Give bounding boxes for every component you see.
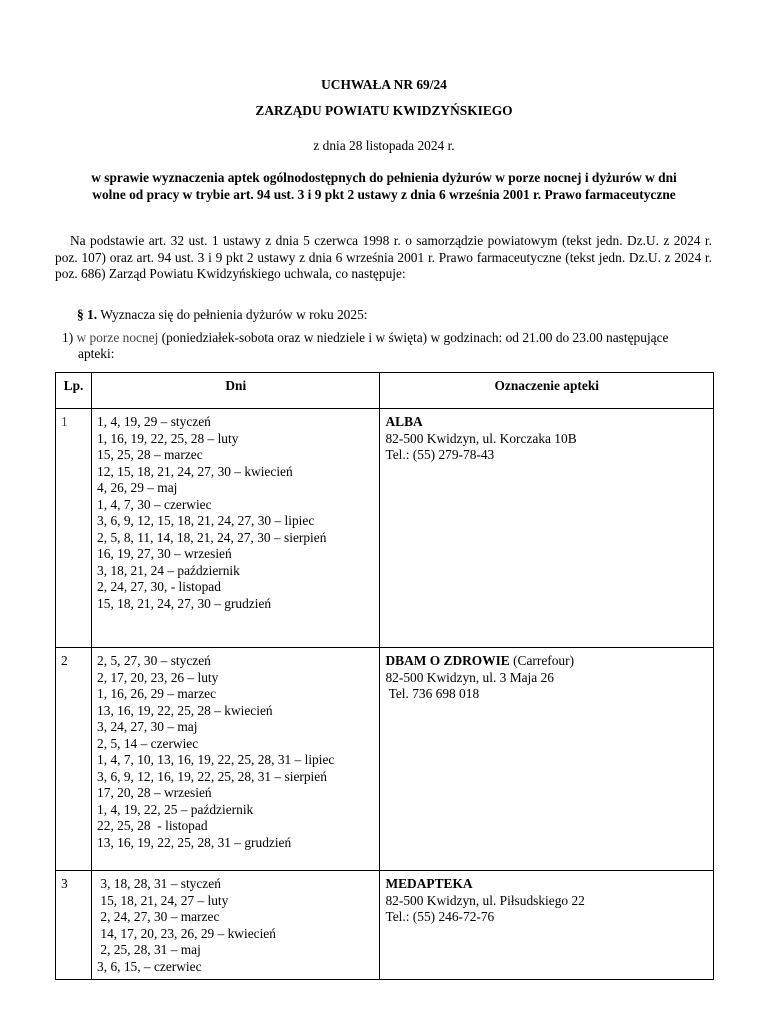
table-row (56, 871, 714, 980)
duty-days-line: 2, 25, 28, 31 – maj (97, 942, 201, 957)
subject-line-1: w sprawie wyznaczenia aptek ogólnodostępnych do pełnienia dyżurów w porze nocnej i dyżurów w dni (91, 170, 677, 185)
duty-days-line: 1, 4, 19, 22, 25 – październik (97, 801, 254, 817)
pharmacy-name-extra: (Carrefour) (509, 653, 575, 668)
pharmacy-phone: Tel. 736 698 018 (385, 686, 480, 701)
item-1 (62, 330, 712, 347)
row-number: 1 (56, 409, 92, 648)
table-row (56, 648, 714, 871)
duty-days (92, 409, 380, 648)
pharmacy-name: ALBA (385, 414, 423, 429)
duty-days-line: 15, 25, 28 – marzec (97, 447, 203, 462)
issuing-body: ZARZĄDU POWIATU KWIDZYŃSKIEGO (255, 103, 513, 118)
duty-days-line: 16, 19, 27, 30 – wrzesień (97, 546, 232, 561)
section-1-mark: § 1. (77, 307, 98, 322)
duty-days-line: 15, 18, 21, 24, 27, 30 – grudzień (97, 595, 272, 611)
duty-days-line: 2, 24, 27, 30, - listopad (97, 579, 221, 594)
duty-days-line: 15, 18, 21, 24, 27 – luty (97, 892, 229, 908)
duty-days-line: 1, 16, 26, 29 – marzec (97, 686, 217, 701)
pharmacy-name-line (385, 876, 708, 893)
duty-days-line: 2, 5, 8, 11, 14, 18, 21, 24, 27, 30 – sierpień (97, 529, 327, 545)
table-header-row (56, 373, 714, 409)
pharmacy-info (380, 409, 714, 648)
duty-days-line: 3, 6, 9, 12, 15, 18, 21, 24, 27, 30 – lipiec (97, 513, 315, 528)
section-1-text: Wyznacza się do pełnienia dyżurów w roku 2025: (100, 307, 368, 322)
resolution-subject (60, 170, 708, 203)
pharmacy-name: MEDAPTEKA (385, 876, 473, 891)
pharmacy-name: DBAM O ZDROWIE (385, 653, 510, 668)
duty-days-line: 3, 18, 21, 24 – październik (97, 562, 240, 578)
subject-line-2: wolne od pracy w trybie art. 94 ust. 3 i 9 pkt 2 ustawy z dnia 6 września 2001 r. Prawo farmaceutyczne (92, 186, 676, 202)
pharmacy-name-line (385, 653, 708, 670)
pharmacy-name-line (385, 414, 708, 431)
header-lp: Lp. (56, 373, 92, 409)
duty-days-line: 22, 25, 28 - listopad (97, 818, 208, 833)
duty-days-line: 3, 24, 27, 30 – maj (97, 719, 198, 734)
pharmacy-info (380, 871, 714, 980)
duty-days-line: 1, 4, 7, 10, 13, 16, 19, 22, 25, 28, 31 – lipiec (97, 752, 335, 767)
item-1-number: 1) (62, 330, 74, 345)
duty-days-line: 14, 17, 20, 23, 26, 29 – kwiecień (97, 925, 276, 941)
duty-days (92, 871, 380, 980)
row-number: 2 (56, 648, 92, 871)
duty-days-line: 3, 6, 15, – czerwiec (97, 958, 202, 974)
duty-days-line: 12, 15, 18, 21, 24, 27, 30 – kwiecień (97, 463, 293, 479)
pharmacy-address: 82-500 Kwidzyn, ul. Piłsudskiego 22 (385, 892, 585, 908)
duty-days-line: 1, 16, 19, 22, 25, 28 – luty (97, 430, 239, 446)
duty-days-line: 3, 6, 9, 12, 16, 19, 22, 25, 28, 31 – sierpień (97, 768, 327, 784)
duty-days-line: 2, 24, 27, 30 – marzec (97, 909, 220, 924)
duty-days-line: 2, 17, 20, 23, 26 – luty (97, 669, 219, 685)
duty-days-line: 2, 5, 14 – czerwiec (97, 735, 199, 751)
item-1-continuation: apteki: (78, 346, 115, 361)
duty-days-line: 2, 5, 27, 30 – styczeń (97, 653, 211, 668)
legal-basis-paragraph: Na podstawie art. 32 ust. 1 ustawy z dnia 5 czerwca 1998 r. o samorządzie powiatowym (tekst jedn. Dz.U. z 2024 r. poz. 107) oraz art. 94 ust. 3 i 9 pkt 2 ustawy z dnia 6 września 2001 r. Prawo farmaceutyczne (tekst jedn. Dz.U. z 2024 r. poz. 686) Zarząd Powiatu Kwidzyńskiego uchwala, co następuje: (55, 233, 712, 281)
pharmacy-address: 82-500 Kwidzyn, ul. 3 Maja 26 (385, 669, 554, 685)
duty-days-line: 13, 16, 19, 22, 25, 28, 31 – grudzień (97, 834, 292, 850)
resolution-date: z dnia 28 listopada 2024 r. (313, 138, 455, 153)
table-row (56, 409, 714, 648)
duty-days-line: 13, 16, 19, 22, 25, 28 – kwiecień (97, 702, 273, 718)
duty-days-line: 1, 4, 7, 30 – czerwiec (97, 496, 212, 512)
row-number: 3 (56, 871, 92, 980)
pharmacy-phone: Tel.: (55) 246-72-76 (385, 909, 495, 924)
header-days: Dni (92, 373, 380, 409)
pharmacy-phone: Tel.: (55) 279-78-43 (385, 447, 495, 462)
duty-days-line: 3, 18, 28, 31 – styczeń (97, 876, 221, 891)
section-1 (77, 307, 368, 324)
item-1-text: (poniedziałek-sobota oraz w niedziele i w święta) w godzinach: od 21.00 do 23.00 następujące (161, 330, 669, 345)
duty-days (92, 648, 380, 871)
resolution-number: UCHWAŁA NR 69/24 (321, 77, 447, 92)
duty-days-line: 4, 26, 29 – maj (97, 480, 178, 495)
duty-days-line: 1, 4, 19, 29 – styczeń (97, 414, 211, 429)
pharmacy-info (380, 648, 714, 871)
item-1-highlight: w porze nocnej (76, 330, 159, 345)
pharmacy-address: 82-500 Kwidzyn, ul. Korczaka 10B (385, 430, 577, 446)
duty-schedule-table (55, 372, 714, 980)
duty-days-line: 17, 20, 28 – wrzesień (97, 785, 212, 800)
header-pharmacy: Oznaczenie apteki (380, 373, 714, 409)
